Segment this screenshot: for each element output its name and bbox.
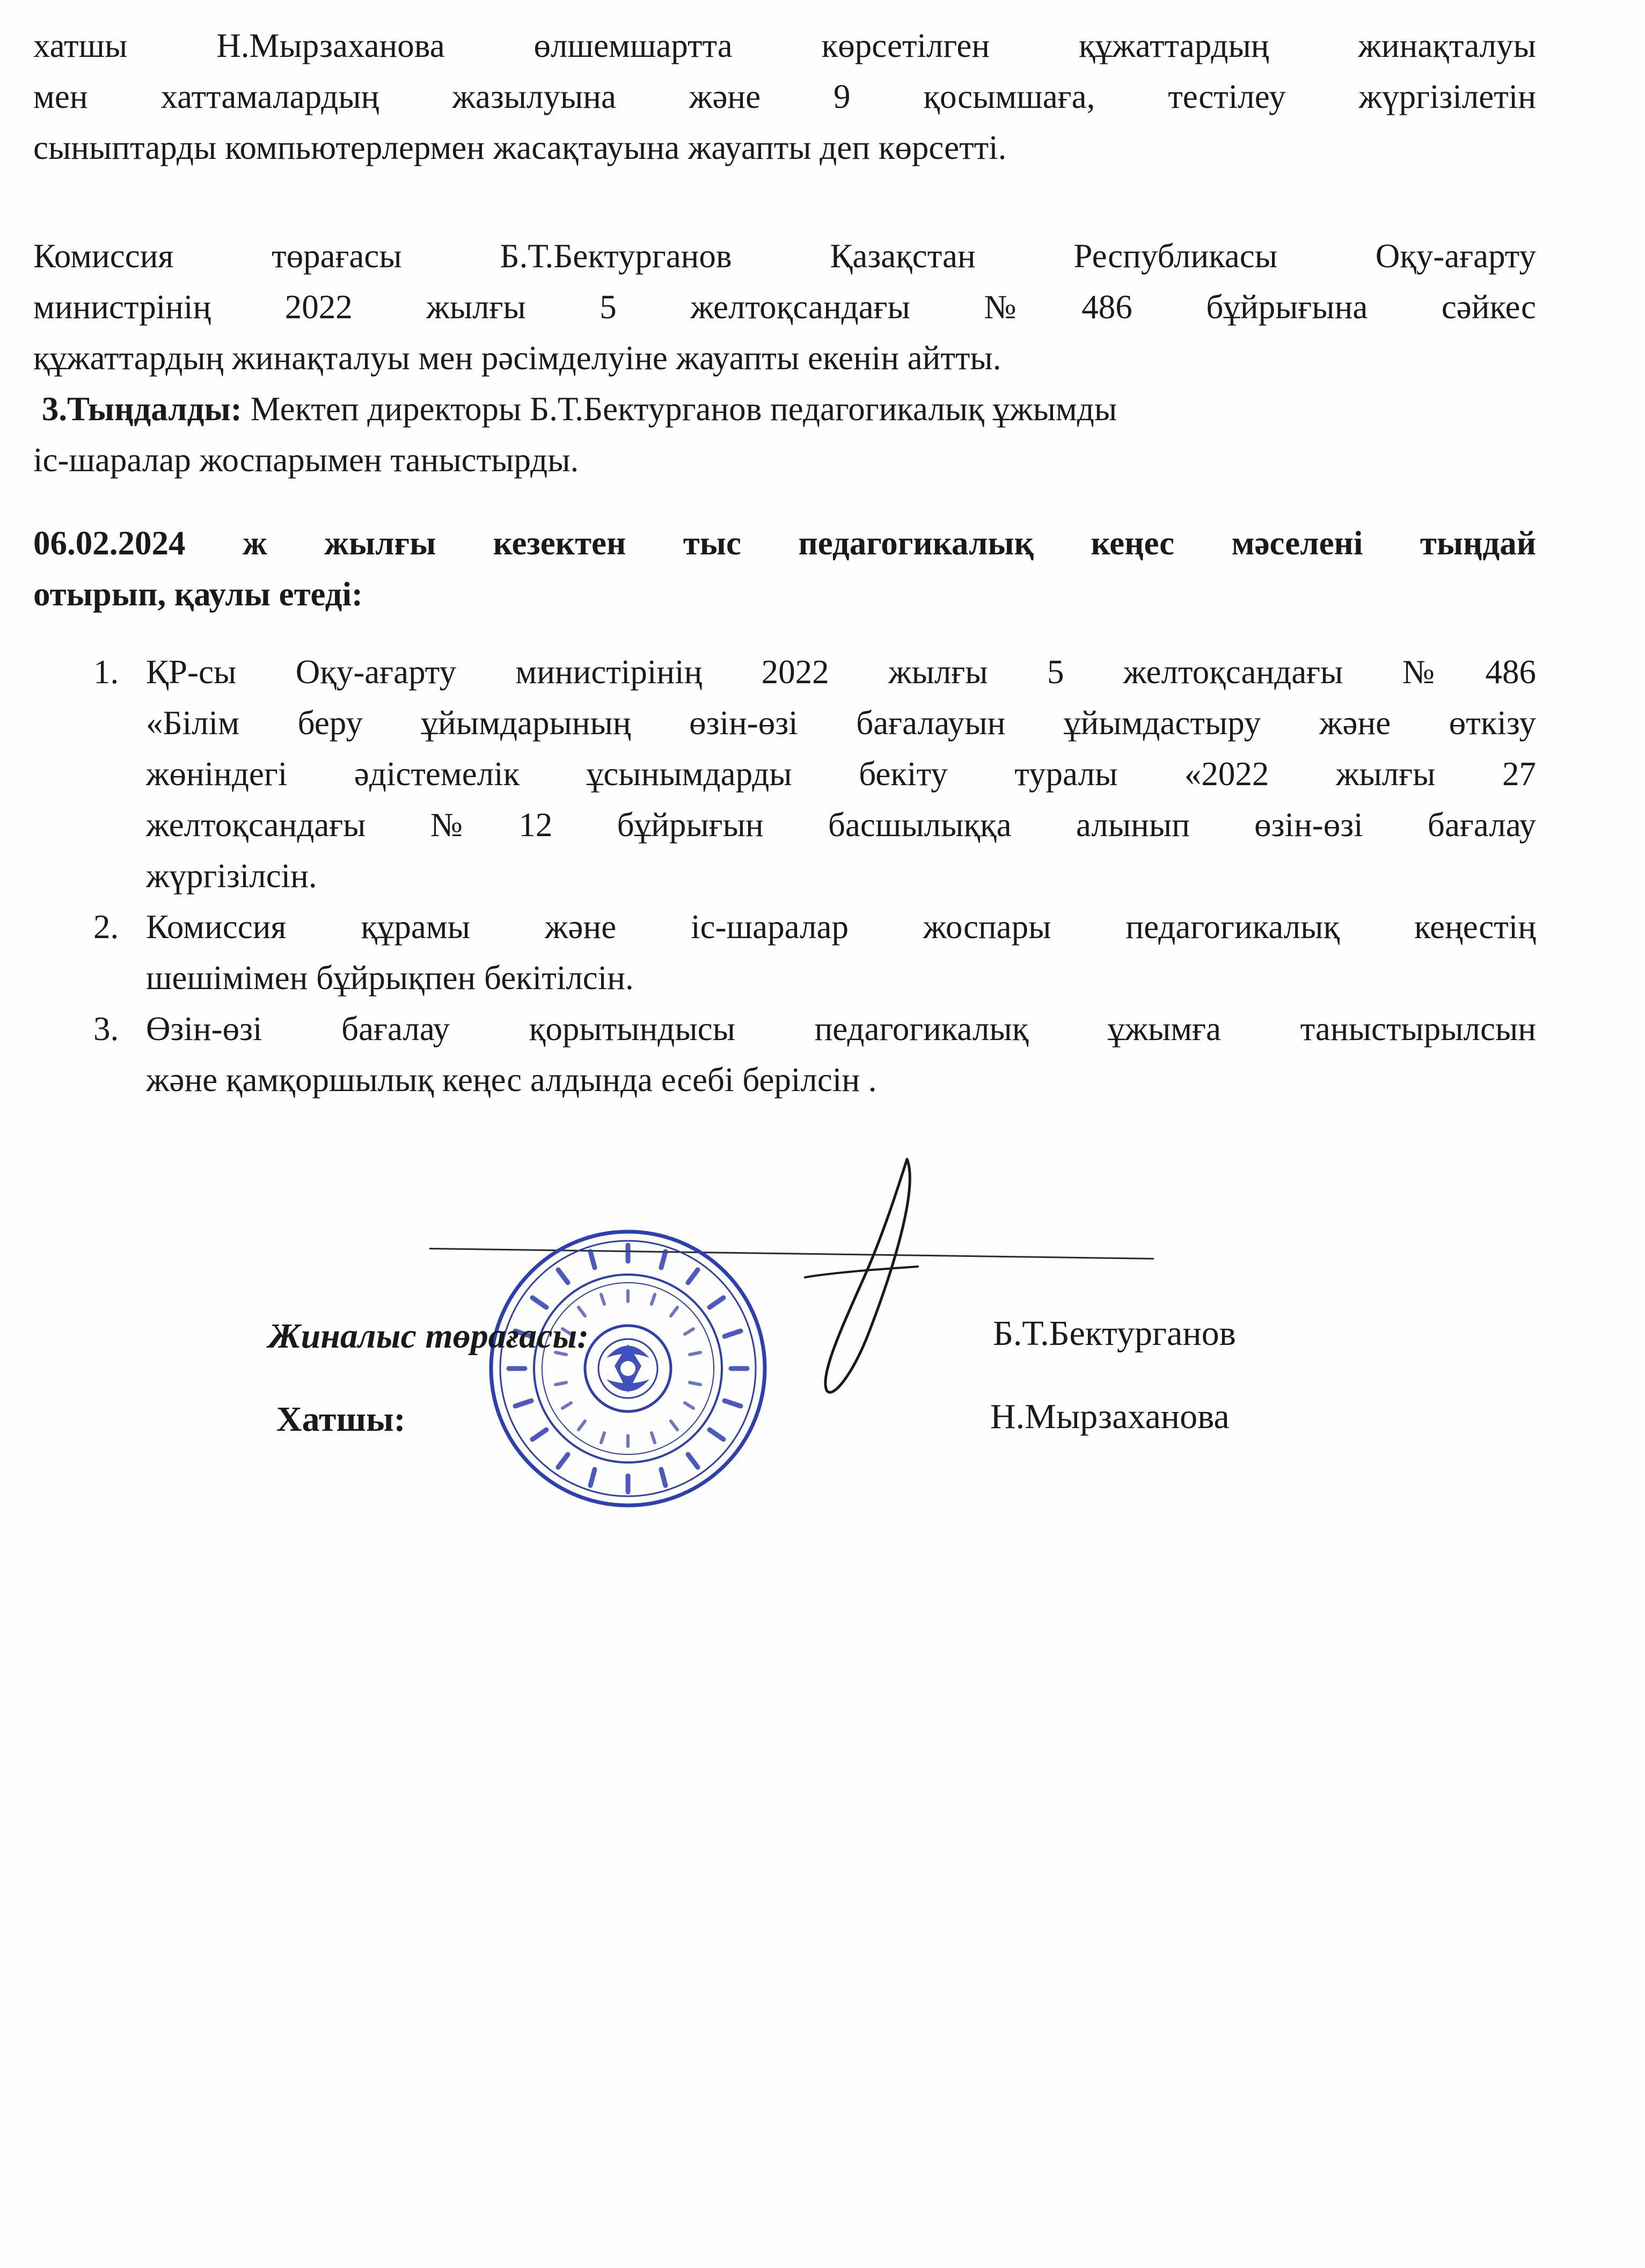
secretary-label: Хатшы: [276, 1400, 406, 1439]
text-line: «Білім беру ұйымдарының өзін-өзі бағалауын ұйымдастыру және өткізу [146, 704, 1536, 742]
chair-name: Б.Т.Бектурганов [993, 1314, 1236, 1353]
heard-label: 3.Тыңдалды: [41, 390, 242, 428]
heard-text: Мектеп директоры Б.Т.Бектурганов педагогикалық ұжымды [242, 390, 1117, 428]
decision-list [33, 647, 1536, 1106]
text-line: құжаттардың жинақталуы мен рәсімделуіне жауапты екенін айтты. [33, 339, 1001, 377]
list-item-number: 2. [93, 908, 119, 946]
list-item-number: 1. [93, 653, 119, 691]
text-line: мен хаттамалардың жазылуына және 9 қосымшаға, тестілеу жүргізілетін [33, 78, 1536, 115]
text-line: және қамқоршылық кеңес алдында есебі берілсін . [146, 1061, 877, 1099]
paragraph-secretary-duties [33, 20, 1536, 173]
chair-label: Жиналыс төрағасы: [268, 1316, 589, 1356]
text-line: желтоқсандағы №12 бұйрығын басшылыққа алынып өзін-өзі бағалау [146, 806, 1536, 844]
text-line: Комиссия төрағасы Б.Т.Бектурганов Қазақстан Республикасы Оқу-ағарту [33, 237, 1536, 275]
list-item [33, 647, 1536, 902]
text-line: хатшы Н.Мырзаханова өлшемшартта көрсетілген құжаттардың жинақталуы [33, 27, 1536, 64]
list-item [33, 1004, 1536, 1106]
text-line: Өзін-өзі бағалау қорытындысы педагогикалық ұжымға таныстырылсын [146, 1010, 1536, 1048]
resolution-heading [33, 518, 1536, 620]
text-line: жөніндегі әдістемелік ұсынымдарды бекіту туралы «2022 жылғы 27 [146, 755, 1536, 793]
text-line: Комиссия құрамы және іс-шаралар жоспары педагогикалық кеңестің [146, 908, 1536, 946]
text-line: 06.02.2024 ж жылғы кезектен тыс педагогикалық кеңес мәселені тыңдай [33, 524, 1536, 562]
paragraph-heard-item-3 [33, 384, 1536, 486]
handwritten-signature [794, 1154, 923, 1406]
text-line: отырып, қаулы етеді: [33, 575, 363, 613]
list-item-number: 3. [93, 1010, 119, 1048]
text-line: сыныптарды компьютерлермен жасақтауына жауапты деп көрсетті. [33, 129, 1007, 166]
paragraph-commission-chair [33, 231, 1536, 384]
text-line [33, 384, 1536, 435]
text-line: ҚР-сы Оқу-ағарту министірінің 2022 жылғы 5 желтоқсандағы №486 [146, 653, 1536, 691]
list-item [33, 902, 1536, 1004]
text-line: министрінің 2022 жылғы 5 желтоқсандағы №486 бұйрығына сәйкес [33, 288, 1536, 326]
text-line: шешімімен бұйрықпен бекітілсін. [146, 959, 634, 997]
text-line: жүргізілсін. [146, 857, 317, 895]
official-stamp [483, 1224, 773, 1513]
secretary-name: Н.Мырзаханова [990, 1397, 1230, 1436]
text-line: іс-шаралар жоспарымен таныстырды. [33, 441, 579, 479]
